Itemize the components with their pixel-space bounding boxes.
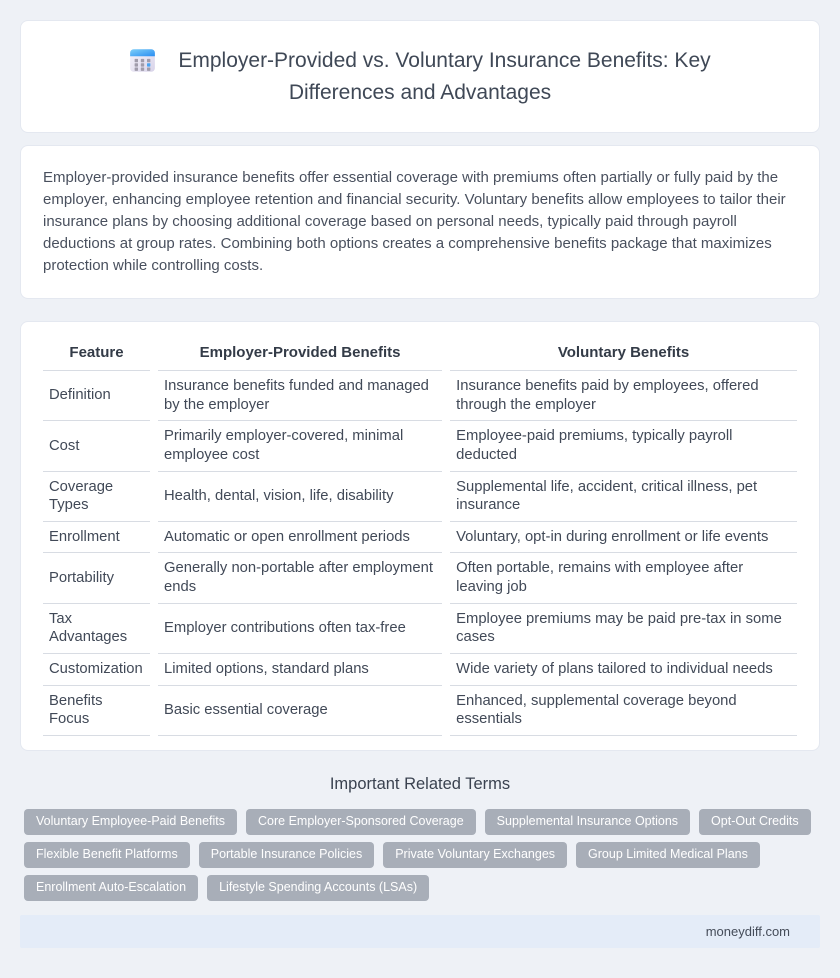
term-tag-portable-insurance-policies[interactable]: Portable Insurance Policies xyxy=(199,842,374,868)
header-card xyxy=(20,20,820,133)
term-tag-private-voluntary-exchanges[interactable]: Private Voluntary Exchanges xyxy=(383,842,567,868)
column-header-feature: Feature xyxy=(43,336,150,371)
term-tag-core-employer-sponsored-coverage[interactable]: Core Employer-Sponsored Coverage xyxy=(246,809,476,835)
voluntary-cell: Insurance benefits paid by employees, offered through the employer xyxy=(450,371,797,421)
feature-cell: Coverage Types xyxy=(43,472,150,522)
table-row xyxy=(43,553,797,603)
feature-cell: Benefits Focus xyxy=(43,686,150,736)
table-row xyxy=(43,472,797,522)
page-title-line-1 xyxy=(71,45,769,77)
table-row xyxy=(43,421,797,471)
voluntary-cell: Supplemental life, accident, critical illness, pet insurance xyxy=(450,472,797,522)
related-terms-heading: Important Related Terms xyxy=(329,774,511,793)
employer-cell: Automatic or open enrollment periods xyxy=(158,522,442,554)
feature-cell: Portability xyxy=(43,553,150,603)
voluntary-cell: Wide variety of plans tailored to individual needs xyxy=(450,654,797,686)
intro-paragraph: Employer-provided insurance benefits offer essential coverage with premiums often partially or fully paid by the employer, enhancing employee retention and financial security. Voluntary benefits allow employees to tailor their insurance plans by choosing additional coverage based on personal needs, typically paid through payroll deductions at group rates. Combining both options creates a comprehensive benefits package that maximizes protection while controlling costs. xyxy=(43,169,786,274)
voluntary-cell: Often portable, remains with employee after leaving job xyxy=(450,553,797,603)
table-row xyxy=(43,604,797,654)
feature-cell: Definition xyxy=(43,371,150,421)
feature-cell: Customization xyxy=(43,654,150,686)
column-header-employer-provided: Employer-Provided Benefits xyxy=(158,336,442,371)
voluntary-cell: Employee premiums may be paid pre-tax in some cases xyxy=(450,604,797,654)
feature-cell: Enrollment xyxy=(43,522,150,554)
employer-cell: Basic essential coverage xyxy=(158,686,442,736)
employer-cell: Health, dental, vision, life, disability xyxy=(158,472,442,522)
calendar-icon xyxy=(129,47,156,74)
table-row xyxy=(43,654,797,686)
page-title xyxy=(71,45,769,108)
employer-cell: Primarily employer-covered, minimal employee cost xyxy=(158,421,442,471)
voluntary-cell: Voluntary, opt-in during enrollment or life events xyxy=(450,522,797,554)
voluntary-cell: Enhanced, supplemental coverage beyond essentials xyxy=(450,686,797,736)
term-tag-group-limited-medical-plans[interactable]: Group Limited Medical Plans xyxy=(576,842,760,868)
feature-cell: Tax Advantages xyxy=(43,604,150,654)
table-row xyxy=(43,686,797,736)
employer-cell: Generally non-portable after employment ends xyxy=(158,553,442,603)
term-tag-flexible-benefit-platforms[interactable]: Flexible Benefit Platforms xyxy=(24,842,190,868)
related-terms-tags xyxy=(20,809,820,901)
term-tag-voluntary-employee-paid-benefits[interactable]: Voluntary Employee-Paid Benefits xyxy=(24,809,237,835)
term-tag-enrollment-auto-escalation[interactable]: Enrollment Auto-Escalation xyxy=(24,875,198,901)
intro-card xyxy=(20,145,820,299)
footer-bar xyxy=(20,915,820,948)
comparison-table-card xyxy=(20,321,820,751)
employer-cell: Insurance benefits funded and managed by the employer xyxy=(158,371,442,421)
table-row xyxy=(43,371,797,421)
page-title-text-line-2: Differences and Advantages xyxy=(288,80,552,104)
comparison-table xyxy=(35,336,805,736)
term-tag-supplemental-insurance-options[interactable]: Supplemental Insurance Options xyxy=(485,809,690,835)
table-header-row xyxy=(43,336,797,371)
page-title-text-line-1: Employer-Provided vs. Voluntary Insurance Benefits: Key xyxy=(178,49,711,72)
site-name: moneydiff.com xyxy=(705,923,790,939)
column-header-voluntary: Voluntary Benefits xyxy=(450,336,797,371)
feature-cell: Cost xyxy=(43,421,150,471)
voluntary-cell: Employee-paid premiums, typically payroll deducted xyxy=(450,421,797,471)
employer-cell: Limited options, standard plans xyxy=(158,654,442,686)
table-row xyxy=(43,522,797,554)
employer-cell: Employer contributions often tax-free xyxy=(158,604,442,654)
term-tag-lifestyle-spending-accounts[interactable]: Lifestyle Spending Accounts (LSAs) xyxy=(207,875,429,901)
term-tag-opt-out-credits[interactable]: Opt-Out Credits xyxy=(699,809,811,835)
